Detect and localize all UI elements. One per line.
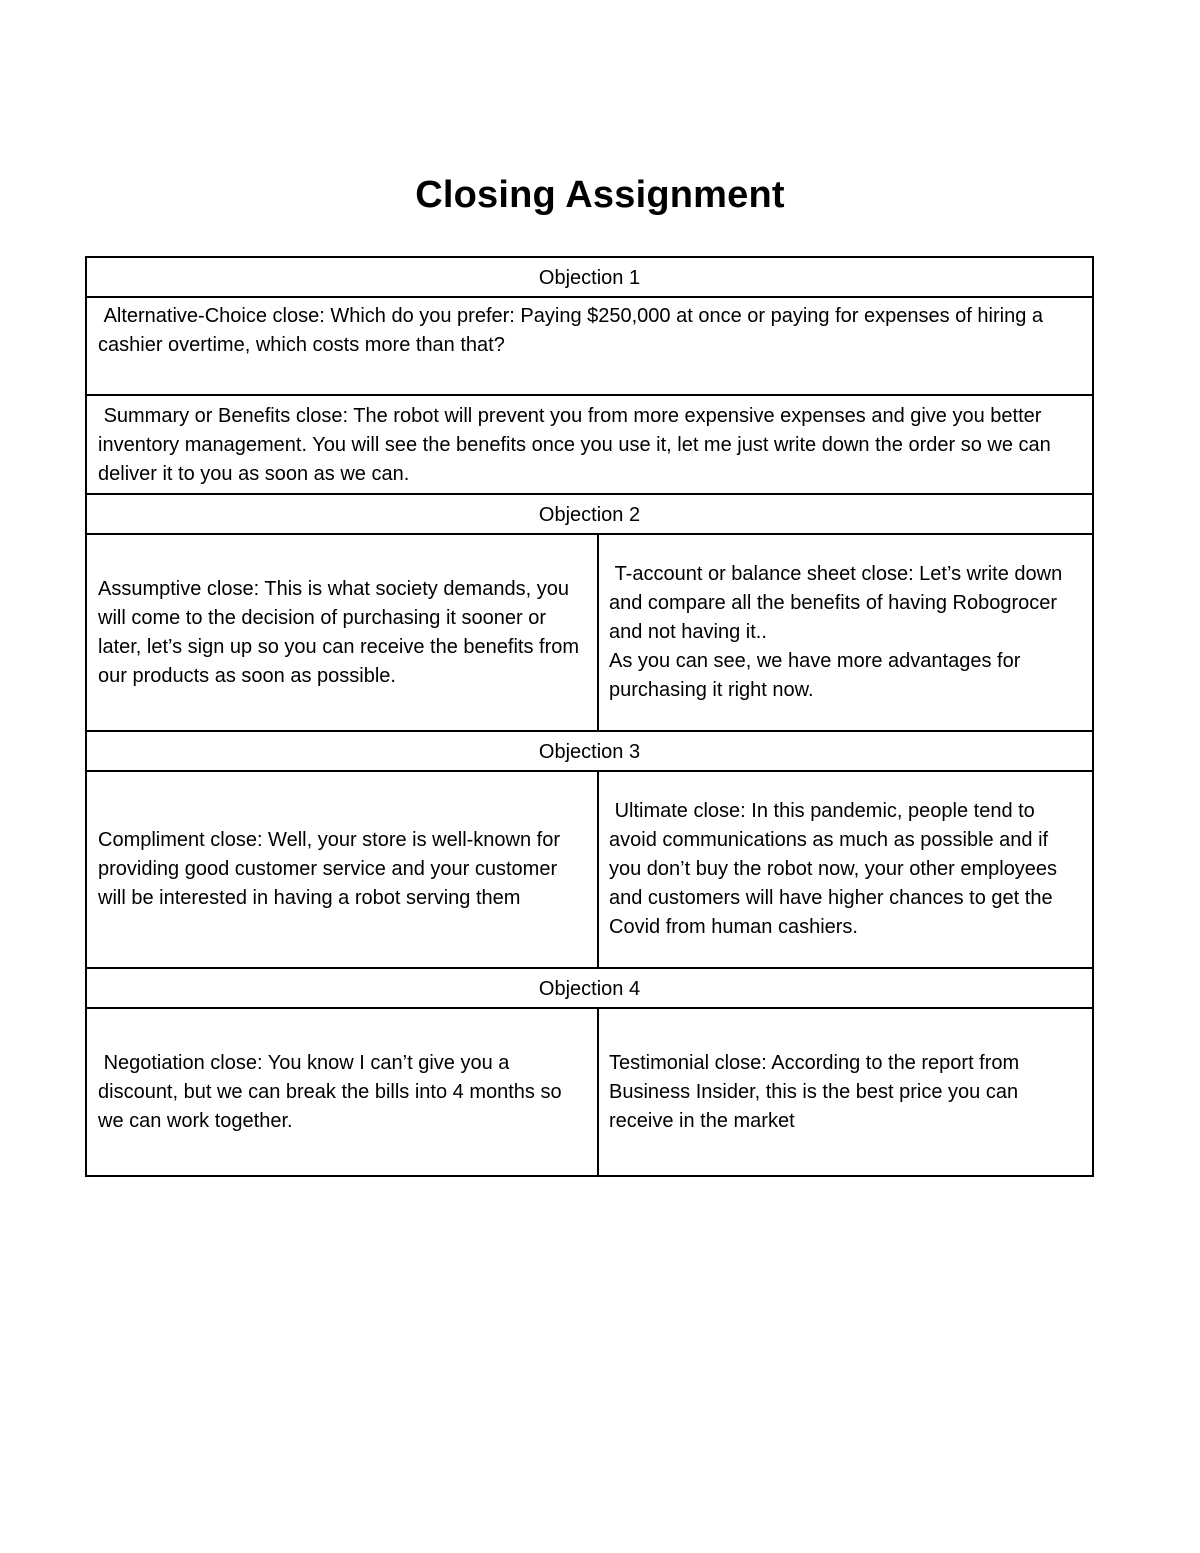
objection-2-heading-row xyxy=(87,495,1094,535)
testimonial-close-text: Testimonial close: According to the report from Business Insider, this is the best price you can receive in the market xyxy=(609,1051,1025,1132)
objection-3-heading-row xyxy=(87,732,1094,772)
testimonial-close-cell xyxy=(599,1009,1094,1175)
objection-3-heading: Objection 3 xyxy=(87,732,1094,772)
ultimate-close-cell xyxy=(599,772,1094,967)
objection-1-heading-row xyxy=(87,258,1094,298)
compliment-close-cell xyxy=(87,772,599,967)
page-title: Closing Assignment xyxy=(415,174,785,217)
assumptive-close-cell xyxy=(87,535,599,730)
negotiation-close-cell xyxy=(87,1009,599,1175)
compliment-close-text: Compliment close: Well, your store is well-known for providing good customer service and your customer will be interested in having a robot serving them xyxy=(98,829,566,909)
objection-2-heading: Objection 2 xyxy=(87,495,1094,535)
objections-table xyxy=(85,256,1094,1177)
summary-benefits-close-text: Summary or Benefits close: The robot will prevent you from more expensive expenses and give you better inventory management. You will see the benefits once you use it, let me just write down the order so we can deliver it to you as soon as we can. xyxy=(87,396,1094,493)
t-account-close-line-2: As you can see, we have more advantages for purchasing it right now. xyxy=(609,650,1026,701)
t-account-close-cell xyxy=(599,535,1094,730)
ultimate-close-text: Ultimate close: In this pandemic, people tend to avoid communications as much as possible and if you don’t buy the robot now, your other employees and customers will have higher chances to get the Covid from human cashiers. xyxy=(609,800,1063,938)
alternative-choice-close-text: Alternative-Choice close: Which do you prefer: Paying $250,000 at once or paying for expenses of hiring a cashier overtime, which costs more than that? xyxy=(87,298,1094,394)
t-account-close-text xyxy=(609,560,1080,705)
t-account-close-line-1: T-account or balance sheet close: Let’s write down and compare all the benefits of having Robogrocer and not having it.. xyxy=(609,563,1068,643)
objection-1-row-1 xyxy=(87,298,1094,396)
objection-3-row xyxy=(87,772,1094,969)
objection-1-heading: Objection 1 xyxy=(87,258,1094,298)
objection-2-row xyxy=(87,535,1094,732)
objection-4-heading: Objection 4 xyxy=(87,969,1094,1009)
assumptive-close-text: Assumptive close: This is what society demands, you will come to the decision of purchasing it sooner or later, let’s sign up so you can receive the benefits from our products as soon as possible. xyxy=(98,577,585,687)
negotiation-close-text: Negotiation close: You know I can’t give you a discount, but we can break the bills into 4 months so we can work together. xyxy=(98,1051,568,1132)
objection-4-row xyxy=(87,1009,1094,1177)
objection-4-heading-row xyxy=(87,969,1094,1009)
objection-1-row-2 xyxy=(87,396,1094,495)
